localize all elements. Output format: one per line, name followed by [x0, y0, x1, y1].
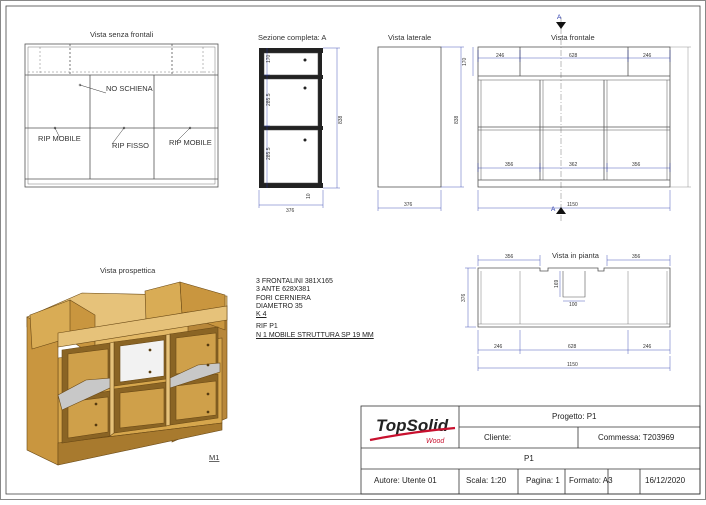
dim-section-mid: 285.5	[266, 93, 272, 106]
view-no-fronts	[25, 44, 218, 187]
dim-plan-notch-width: 100	[569, 302, 578, 308]
section-marker-bottom: A	[551, 206, 556, 213]
page-label: Pagina:	[526, 476, 554, 485]
dim-front-left: 246	[496, 53, 505, 59]
note-line: 3 FRONTALINI 381X165	[256, 278, 333, 285]
dim-plan-left-top: 356	[505, 254, 514, 260]
logo-main-text: TopSolid	[376, 416, 449, 435]
callout-mobile-shelf-left: RIP MOBILE	[38, 134, 81, 143]
dim-front-bot-right: 356	[632, 162, 641, 168]
dim-section-depth: 376	[286, 208, 295, 214]
client-label: Cliente:	[484, 433, 512, 442]
view-title-plan: Vista in pianta	[552, 251, 599, 260]
format-value: A3	[602, 476, 613, 485]
project-value: P1	[586, 412, 597, 421]
view-title-no-fronts: Vista senza frontali	[90, 30, 154, 39]
page-value: 1	[555, 476, 560, 485]
plan-dimension-lines	[465, 255, 670, 371]
note-line: DIAMETRO 35	[256, 302, 303, 310]
dim-section-foot: 10	[306, 193, 312, 199]
front-dimension-lines	[473, 17, 691, 222]
view-perspective	[27, 282, 227, 465]
dim-plan-width: 1150	[567, 362, 578, 368]
view-section	[259, 48, 323, 188]
project-label: Progetto:	[552, 412, 585, 421]
dim-plan-notch-depth: 169	[554, 279, 560, 288]
dim-plan-right: 246	[643, 344, 652, 350]
callout-fixed-shelf: RIP FISSO	[112, 141, 149, 150]
date-value: 16/12/2020	[645, 476, 686, 485]
view-title-perspective: Vista prospettica	[100, 266, 156, 275]
dim-plan-right-top: 356	[632, 254, 641, 260]
scale-label: Scala:	[466, 476, 489, 485]
manufacturing-notes	[256, 278, 374, 340]
author-field	[374, 476, 437, 485]
dim-plan-center: 628	[568, 344, 577, 350]
dim-side-depth: 376	[404, 202, 413, 208]
dim-front-bot-left: 356	[505, 162, 514, 168]
part-label: M1	[209, 453, 220, 462]
order-field	[598, 433, 674, 442]
order-value: T203969	[642, 433, 675, 442]
view-plan	[478, 268, 670, 327]
view-title-side: Vista laterale	[388, 33, 432, 42]
scale-field	[466, 476, 506, 485]
dim-front-bot-center: 362	[569, 162, 578, 168]
project-field	[552, 412, 597, 421]
dim-front-width: 1150	[567, 202, 578, 208]
page-field	[526, 476, 560, 485]
note-line: N 1 MOBILE STRUTTURA SP 19 MM	[256, 331, 374, 339]
author-label: Autore:	[374, 476, 400, 485]
dim-front-top: 170	[462, 57, 468, 66]
note-line: RIF P1	[256, 323, 278, 331]
note-line: FORI CERNIERA	[256, 294, 311, 302]
format-label: Formato:	[569, 476, 602, 485]
callout-mobile-shelf-right: RIP MOBILE	[169, 138, 212, 147]
dim-section-low: 285.5	[266, 147, 272, 160]
view-title-front: Vista frontale	[551, 33, 595, 42]
topsolid-logo	[370, 416, 455, 445]
dim-front-center: 628	[569, 53, 578, 59]
section-marker-top: A	[557, 14, 562, 21]
logo-sub-text: Wood	[426, 438, 445, 445]
dim-plan-left: 246	[494, 344, 503, 350]
scale-value: 1:20	[490, 476, 507, 485]
format-field	[569, 476, 613, 485]
author-value: Utente 01	[402, 476, 437, 485]
dim-side-height: 838	[454, 115, 460, 124]
dim-front-right: 246	[643, 53, 652, 59]
view-title-section: Sezione completa: A	[258, 33, 327, 42]
dim-plan-depth: 376	[461, 293, 467, 302]
dim-section-height: 838	[338, 115, 344, 124]
dim-section-top: 170	[266, 54, 272, 63]
note-line: 3 ANTE 628X381	[256, 286, 311, 294]
note-line: K 4	[256, 311, 267, 319]
callout-no-back: NO SCHIENA	[106, 84, 153, 93]
order-label: Commessa:	[598, 433, 641, 442]
part-name: P1	[524, 454, 534, 463]
view-side	[378, 47, 464, 211]
